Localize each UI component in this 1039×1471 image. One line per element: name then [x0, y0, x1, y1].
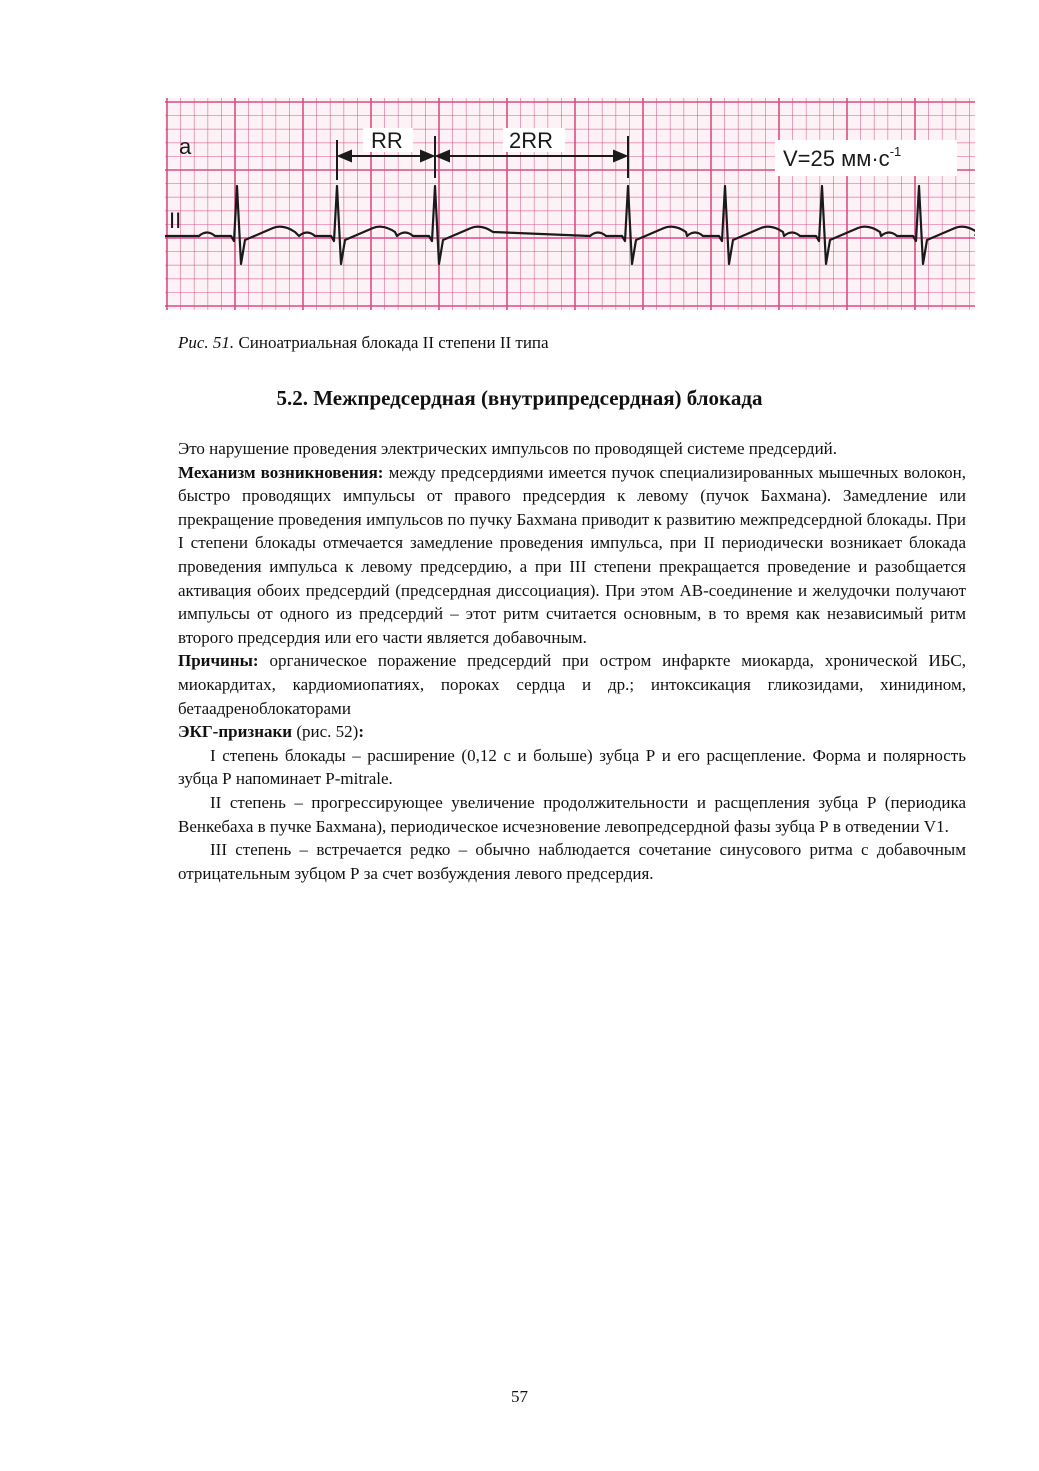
ecg-signs-ref: (рис. 52)	[292, 722, 359, 742]
causes-text: органическое поражение предсердий при остром инфаркте миокарда, хронической ИБС, миокардитах, кардиомиопатиях, пороках сердца и др.; интоксикация гликозидами, хинидином, бетаадреноблокаторами	[178, 651, 966, 718]
section-heading: 5.2. Межпредсердная (внутрипредсердная) блокада	[276, 386, 763, 410]
section-label-a: a	[179, 134, 192, 159]
ecg-signs-heading: ЭКГ-признаки	[178, 722, 293, 742]
rr-label: RR	[371, 128, 403, 153]
ecg-signs-colon: :	[358, 722, 364, 742]
speed-label: V=25 $мм\cdot c^{-1}$	[783, 144, 902, 171]
caption-label: Рис. 51.	[178, 333, 235, 352]
paragraph-degree-2: II степень – прогрессирующее увеличение продолжительности и расщепления зубца Р (периодика Венкебаха в пучке Бахмана), периодическое исчезновение левопредсердной фазы зубца Р в отведении V1.	[178, 792, 966, 836]
paragraph-ecg-signs	[178, 720, 966, 744]
lead-label: II	[169, 208, 182, 233]
figure-caption	[178, 333, 549, 353]
page-number: 57	[511, 1387, 528, 1406]
mechanism-text: между предсердиями имеется пучок специализированных мышечных волокон, быстро проводящих импульсы от правого предсердия к левому (пучок Бахмана). Замедление или прекращение проведения импульсов по пучку Бахмана приводит к развитию межпредсердной блокады. При I степени блокады отмечается замедление проведения импульса, при II периодически возникает блокада проведения импульса к левому предсердию, а при III степени прекращается проведение и разобщается активация обоих предсердий (предсердная диссоциация). При этом АВ-соединение и желудочки получают импульсы от одного из предсердий – этот ритм считается основным, в то время как независимый ритм второго предсердия или его части является добавочным.	[178, 462, 967, 647]
paragraph-degree-3: III степень – встречается редко – обычно наблюдается сочетание синусового ритма с добавочным отрицательным зубцом Р за счет возбуждения левого предсердия.	[178, 840, 966, 883]
ecg-figure	[165, 98, 975, 310]
paragraph-causes	[178, 649, 966, 720]
2rr-label: 2RR	[509, 128, 554, 153]
causes-heading: Причины:	[178, 651, 259, 671]
speed-label-exponent: -1	[889, 144, 902, 159]
paragraph-definition: Это нарушение проведения электрических импульсов по проводящей системе предсердий.	[178, 439, 838, 458]
paragraph-degree-1: I степень блокады – расширение (0,12 с и больше) зубца Р и его расщепление. Форма и полярность зубца Р напоминает P-mitrale.	[178, 745, 966, 789]
mechanism-heading: Механизм возникновения:	[178, 462, 384, 482]
caption-text: Синоатриальная блокада II степени II типа	[234, 333, 549, 352]
paragraph-mechanism	[178, 461, 966, 650]
body-text	[178, 437, 966, 885]
